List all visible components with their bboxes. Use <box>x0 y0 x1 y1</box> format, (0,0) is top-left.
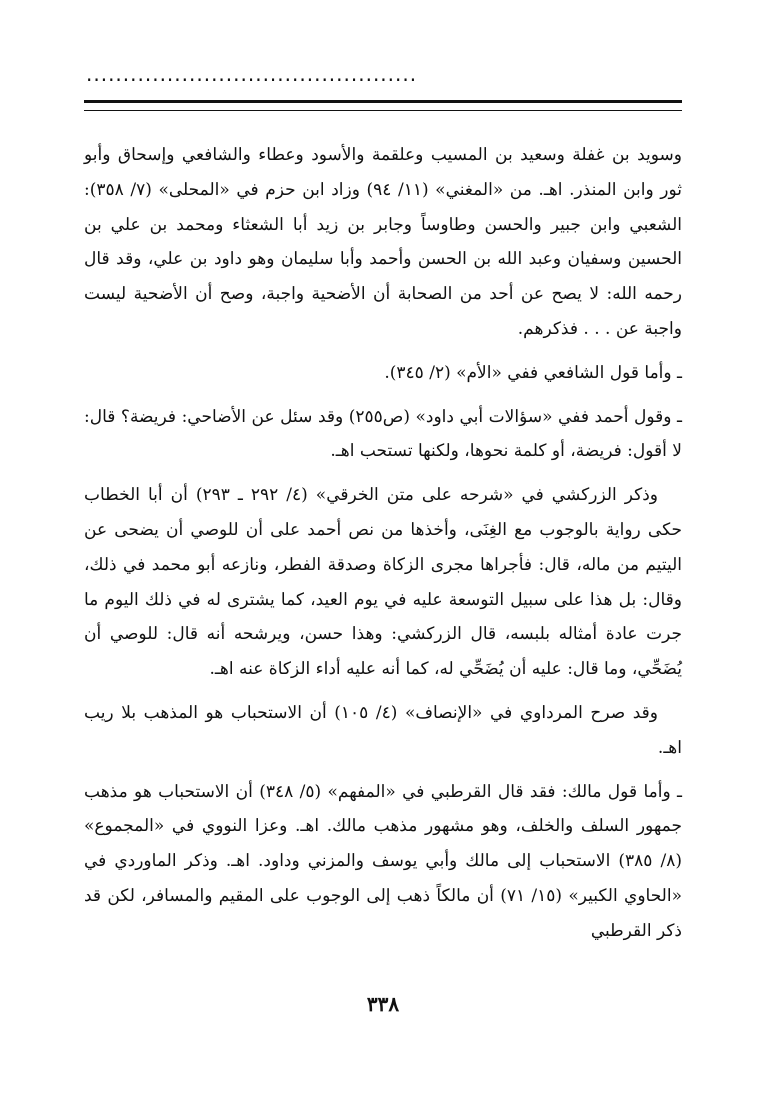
paragraph-5: وقد صرح المرداوي في «الإنصاف» (٤/ ١٠٥) أن الاستحباب هو المذهب بلا ريب اهـ. <box>84 702 682 758</box>
page-number: ٣٣٨ <box>366 992 400 1016</box>
paragraph-1: وسويد بن غفلة وسعيد بن المسيب وعلقمة والأسود وعطاء والشافعي وإسحاق وأبو ثور وابن المنذر. اهـ. من «المغني» (١١/ ٩٤) وزاد ابن حزم في «المحلى» (٧/ ٣٥٨): الشعبي وابن جبير والحسن وطاوساً وجابر بن زيد أبا الشعثاء ومحمد بن علي بن الحسين وسفيان وعبد الله بن الحسن وأحمد وأبا سليمان وهو داود بن علي، وقد قال رحمه الله: لا يصح عن أحد من الصحابة أن الأضحية واجبة، وصح أن الأضحية ليست واجبة عن . . . فذكرهم. <box>84 145 682 339</box>
page-body <box>84 138 682 949</box>
paragraph-2: ـ وأما قول الشافعي ففي «الأم» (٢/ ٣٤٥). <box>384 362 682 383</box>
paragraph-6: ـ وأما قول مالك: فقد قال القرطبي في «المفهم» (٥/ ٣٤٨) أن الاستحباب هو مذهب جمهور السلف والخلف، وهو مشهور مذهب مالك. اهـ. وعزا النووي في «المجموع» (٨/ ٣٨٥) الاستحباب إلى مالك وأبي يوسف والمزني وداود. اهـ. وذكر الماوردي في «الحاوي الكبير» (١٥/ ٧١) أن مالكاً ذهب إلى الوجوب على المقيم والمسافر، لكن قد ذكر القرطبي <box>84 781 683 941</box>
header-rule-thick <box>84 100 682 103</box>
header-rule-thin <box>84 110 682 111</box>
paragraph-3: ـ وقول أحمد ففي «سؤالات أبي داود» (ص٢٥٥) وقد سئل عن الأضاحي: فريضة؟ قال: لا أقول: فريضة، أو كلمة نحوها، ولكنها تستحب اهـ. <box>84 406 682 462</box>
paragraph-4: وذكر الزركشي في «شرحه على متن الخرقي» (٤/ ٢٩٢ ـ ٢٩٣) أن أبا الخطاب حكى رواية بالوجوب مع الغِنَى، وأخذها من نص أحمد على أن للوصي أن يضحى عن اليتيم من ماله، قال: فأجراها مجرى الزكاة وصدقة الفطر، ونازعه أبو محمد في ذلك، وقال: بل هذا على سبيل التوسعة عليه في يوم العيد، كما يشترى له في ذلك اليوم ما جرت عادة أمثاله بلبسه، قال الزركشي: وهذا حسن، ويرشحه أنه قال: للوصي أن يُضَحِّي، وما قال: عليه أن يُضَحِّي له، كما أنه عليه أداء الزكاة عنه اهـ. <box>84 485 682 680</box>
header-dotted-line: ............................................. <box>86 64 418 84</box>
